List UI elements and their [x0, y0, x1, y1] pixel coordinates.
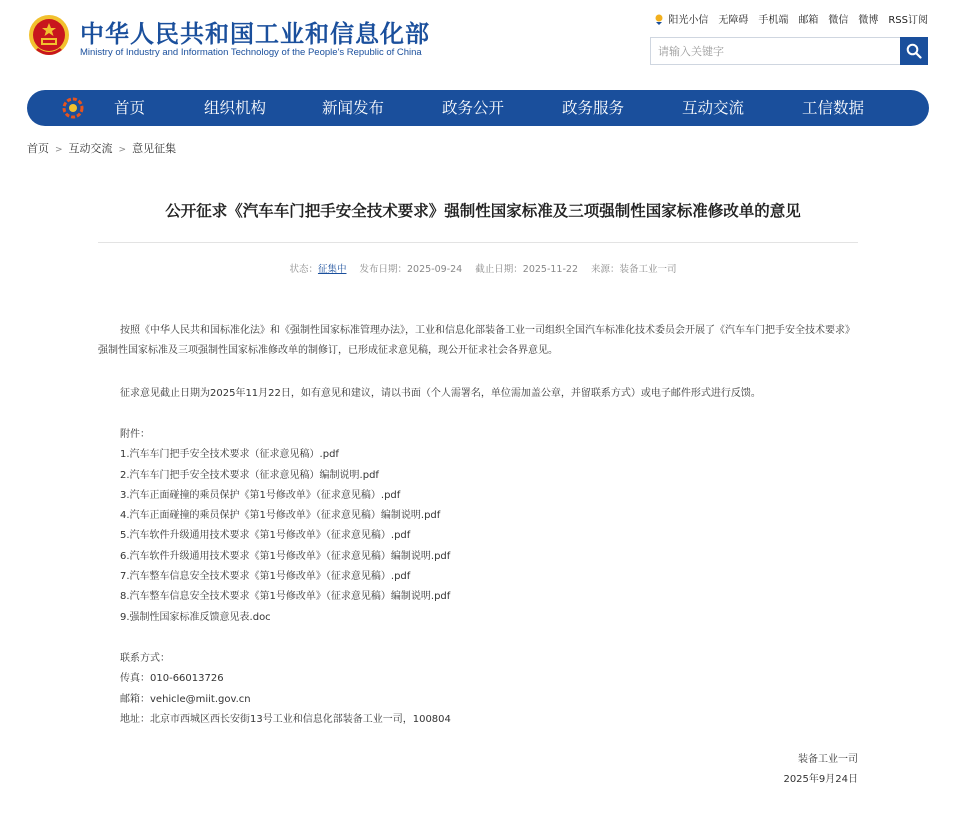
contact-block — [120, 649, 451, 730]
contact-fax: 传真：010-66013726 — [120, 673, 224, 685]
nav-item-organization[interactable]: 组织机构 — [204, 99, 267, 117]
attachment-link[interactable]: 6.汽车软件升级通用技术要求《第1号修改单》（征求意见稿）编制说明.pdf — [120, 550, 451, 562]
toplink-wechat[interactable]: 微信 — [828, 15, 849, 26]
attachments-block — [120, 425, 450, 628]
article-title: 公开征求《汽车车门把手安全技术要求》强制性国家标准及三项强制性国家标准修改单的意见 — [165, 202, 801, 220]
search-icon — [906, 43, 922, 59]
national-emblem-icon[interactable] — [28, 14, 70, 60]
breadcrumb-home[interactable]: 首页 — [27, 142, 49, 155]
toplink-weibo[interactable]: 微博 — [858, 15, 879, 26]
sunshine-logo-icon — [653, 13, 665, 25]
publish-date-label: 发布日期： — [359, 264, 408, 275]
site-title-cn[interactable]: 中华人民共和国工业和信息化部 — [80, 20, 430, 48]
contact-label: 联系方式： — [120, 653, 170, 664]
attachment-link[interactable]: 2.汽车车门把手安全技术要求（征求意见稿）编制说明.pdf — [120, 469, 379, 481]
search-input[interactable] — [651, 38, 901, 64]
nav-item-data[interactable]: 工信数据 — [802, 99, 865, 117]
toplink-label: 阳光小信 — [668, 15, 709, 26]
attachment-link[interactable]: 9.强制性国家标准反馈意见表.doc — [120, 611, 271, 623]
toplink-accessibility[interactable]: 无障碍 — [718, 15, 749, 26]
status-label: 状态： — [289, 264, 318, 275]
attachment-link[interactable]: 1.汽车车门把手安全技术要求（征求意见稿）.pdf — [120, 449, 339, 461]
title-divider — [98, 242, 858, 243]
search-box — [650, 37, 928, 65]
attachments-label: 附件： — [120, 429, 150, 440]
nav-item-interaction[interactable]: 互动交流 — [682, 99, 745, 117]
site-header — [0, 0, 966, 80]
attachment-link[interactable]: 3.汽车正面碰撞的乘员保护《第1号修改单》（征求意见稿）.pdf — [120, 489, 401, 501]
signature-org: 装备工业一司 — [798, 754, 858, 765]
toplink-sunshine[interactable] — [653, 11, 708, 26]
signature-block — [783, 750, 858, 790]
attachment-link[interactable]: 4.汽车正面碰撞的乘员保护《第1号修改单》（征求意见稿）编制说明.pdf — [120, 510, 441, 522]
status-badge[interactable]: 征集中 — [317, 264, 347, 275]
attachment-link[interactable]: 5.汽车软件升级通用技术要求《第1号修改单》（征求意见稿）.pdf — [120, 530, 411, 542]
toplink-rss[interactable]: RSS订阅 — [888, 15, 928, 26]
nav-item-news[interactable]: 新闻发布 — [322, 99, 385, 117]
deadline-date: 2025-11-22 — [522, 264, 578, 275]
contact-address: 地址：北京市西城区西长安街13号工业和信息化部装备工业一司，100804 — [120, 713, 451, 725]
attachment-link[interactable]: 8.汽车整车信息安全技术要求《第1号修改单》（征求意见稿）编制说明.pdf — [120, 591, 451, 603]
toplink-mail[interactable]: 邮箱 — [798, 15, 819, 26]
deadline-label: 截止日期： — [475, 264, 523, 275]
main-nav — [27, 90, 929, 126]
breadcrumb-current[interactable]: 意见征集 — [132, 142, 177, 155]
source-label: 来源： — [591, 264, 620, 275]
breadcrumb-separator-icon: > — [55, 145, 63, 155]
search-button[interactable] — [900, 37, 928, 65]
deadline-paragraph: 征求意见截止日期为2025年11月22日，如有意见和建议，请以书面（个人需署名，单位需加盖公章，并留联系方式）或电子邮件形式进行反馈。 — [120, 388, 761, 399]
nav-item-services[interactable]: 政务服务 — [562, 99, 625, 117]
breadcrumb-separator-icon: > — [118, 145, 127, 155]
breadcrumb — [27, 140, 176, 156]
attachment-link[interactable]: 7.汽车整车信息安全技术要求《第1号修改单》（征求意见稿）.pdf — [120, 571, 411, 583]
toplink-mobile[interactable]: 手机端 — [758, 15, 789, 26]
source-value: 装备工业一司 — [619, 264, 677, 275]
site-title-en: Ministry of Industry and Information Technology of the People's Republic of China — [80, 47, 422, 58]
article-meta — [0, 261, 966, 275]
intro-paragraph: 按照《中华人民共和国标准化法》和《强制性国家标准管理办法》，工业和信息化部装备工业一司组织全国汽车标准化技术委员会开展了《汽车车门把手安全技术要求》强制性国家标准及三项强制性国家标准修改单的制修订，已形成征求意见稿，现公开征求社会各界意见。 — [98, 325, 855, 356]
publish-date: 2025-09-24 — [407, 264, 463, 275]
contact-email: 邮箱：vehicle@miit.gov.cn — [120, 693, 251, 705]
top-links — [653, 11, 928, 26]
nav-item-home[interactable]: 首页 — [114, 99, 146, 117]
signature-date: 2025年9月24日 — [783, 774, 858, 785]
nav-item-government-affairs[interactable]: 政务公开 — [442, 99, 505, 117]
breadcrumb-interaction[interactable]: 互动交流 — [68, 142, 113, 155]
ministry-logo-icon[interactable] — [61, 96, 85, 120]
